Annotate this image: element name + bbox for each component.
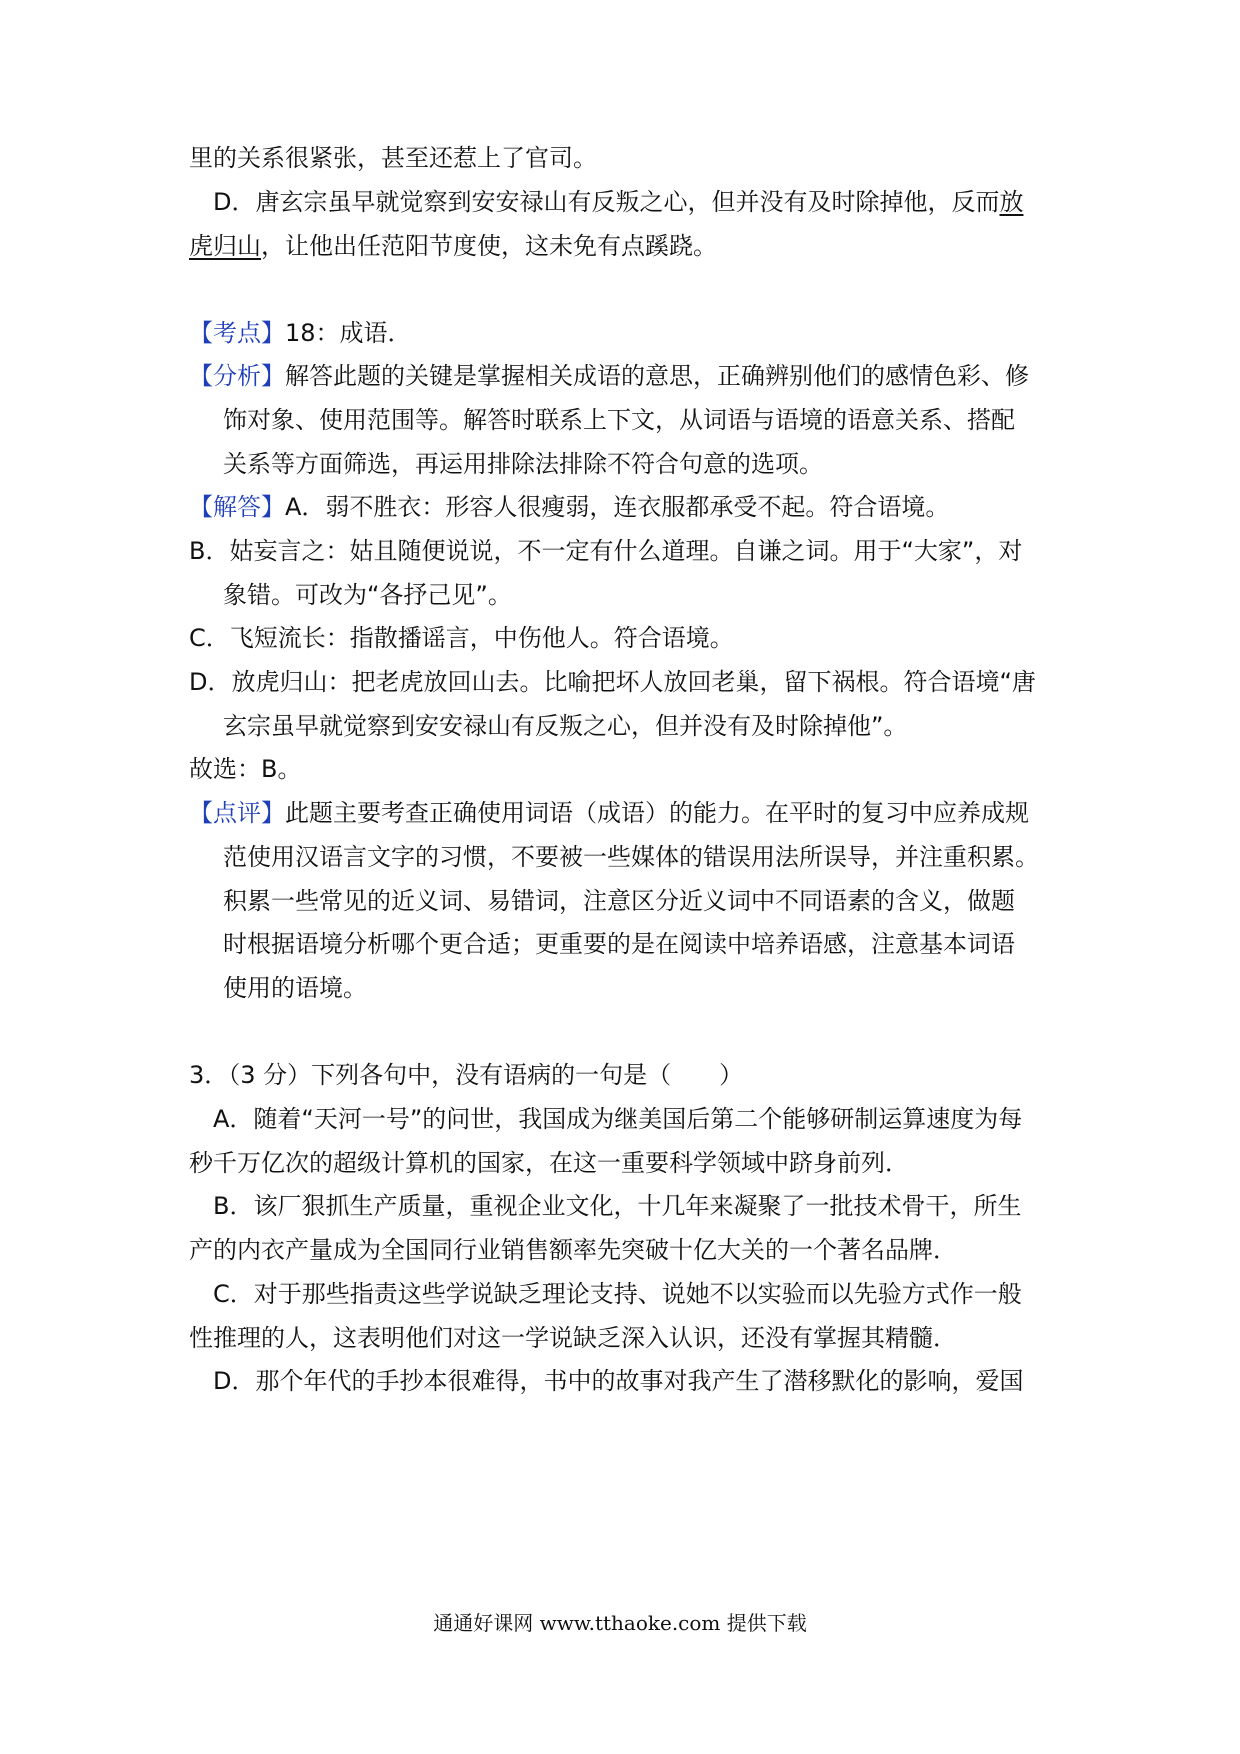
jieda-tag: 【解答】: [189, 493, 285, 521]
dianping-text: 使用的语境。: [223, 974, 367, 1002]
question-3-line: A．随着“天河一号”的问世，我国成为继美国后第二个能够研制运算速度为每: [213, 1105, 1023, 1133]
fenxi-text: 饰对象、使用范围等。解答时联系上下文，从词语与语境的语意关系、搭配: [223, 406, 1015, 434]
dianping-text: 范使用汉语言文字的习惯，不要被一些媒体的错误用法所误导，并注重积累。: [223, 843, 1039, 871]
page-footer: 通通好课网 www.tthaoke.com 提供下载: [433, 1611, 807, 1635]
dianping-tag: 【点评】: [189, 799, 285, 827]
dianping-line: [189, 798, 1240, 828]
question-3-line: 性推理的人，这表明他们对这一学说缺乏深入认识，还没有掌握其精髓．: [189, 1324, 957, 1352]
question-3-line: C．对于那些指责这些学说缺乏理论支持、说她不以实验而以先验方式作一般: [213, 1280, 1022, 1308]
dianping-text: 此题主要考查正确使用词语（成语）的能力。在平时的复习中应养成规: [285, 799, 1029, 827]
jieda-text: D．放虎归山：把老虎放回山去。比喻把坏人放回老巢，留下祸根。符合语境“唐: [189, 668, 1036, 696]
dianping-text: 积累一些常见的近义词、易错词，注意区分近义词中不同语素的含义，做题: [223, 887, 1015, 915]
option-d-text: D．唐玄宗虽早就觉察到安安禄山有反叛之心，但并没有及时除掉他，反而: [213, 188, 1000, 216]
jieda-text: B．姑妄言之：姑且随便说说，不一定有什么道理。自谦之词。用于“大家”，对: [189, 537, 1023, 565]
kaodian-line: [189, 318, 1240, 348]
prev-question-option-d: [213, 187, 1240, 217]
jieda-answer: 故选：B。: [189, 755, 302, 783]
question-3-line: 秒千万亿次的超级计算机的国家，在这一重要科学领域中跻身前列．: [189, 1149, 909, 1177]
dianping-text: 时根据语境分析哪个更合适；更重要的是在阅读中培养语感，注意基本词语: [223, 930, 1015, 958]
jieda-text: A．弱不胜衣：形容人很瘦弱，连衣服都承受不起。符合语境。: [285, 493, 950, 521]
kaodian-text: 18：成语．: [285, 319, 412, 347]
jieda-text: 玄宗虽早就觉察到安安禄山有反叛之心，但并没有及时除掉他”。: [223, 712, 908, 740]
option-d-underlined-idiom-end: 虎归山: [189, 232, 261, 260]
prev-question-line: 里的关系很紧张，甚至还惹上了官司。: [189, 144, 597, 172]
question-3-line: D．那个年代的手抄本很难得，书中的故事对我产生了潜移默化的影响，爱国: [213, 1367, 1024, 1395]
fenxi-tag: 【分析】: [189, 362, 285, 390]
question-3-line: 产的内衣产量成为全国同行业销售额率先突破十亿大关的一个著名品牌．: [189, 1236, 957, 1264]
fenxi-text: 解答此题的关键是掌握相关成语的意思，正确辨别他们的感情色彩、修: [285, 362, 1029, 390]
question-3-line: B．该厂狠抓生产质量，重视企业文化，十几年来凝聚了一批技术骨干，所生: [213, 1192, 1022, 1220]
fenxi-text: 关系等方面筛选，再运用排除法排除不符合句意的选项。: [223, 450, 823, 478]
jieda-text: 象错。可改为“各抒己见”。: [223, 581, 512, 609]
option-d-text-end: ，让他出任范阳节度使，这未免有点蹊跷。: [261, 232, 717, 260]
fenxi-line: [189, 361, 1240, 391]
question-3-stem: 3．（3 分）下列各句中，没有语病的一句是（ ）: [189, 1061, 744, 1089]
jieda-line: [189, 492, 1240, 522]
kaodian-tag: 【考点】: [189, 319, 285, 347]
prev-question-option-d-cont: [189, 231, 1240, 261]
jieda-text: C．飞短流长：指散播谣言，中伤他人。符合语境。: [189, 624, 734, 652]
option-d-underlined-idiom-start: 放: [999, 188, 1024, 216]
